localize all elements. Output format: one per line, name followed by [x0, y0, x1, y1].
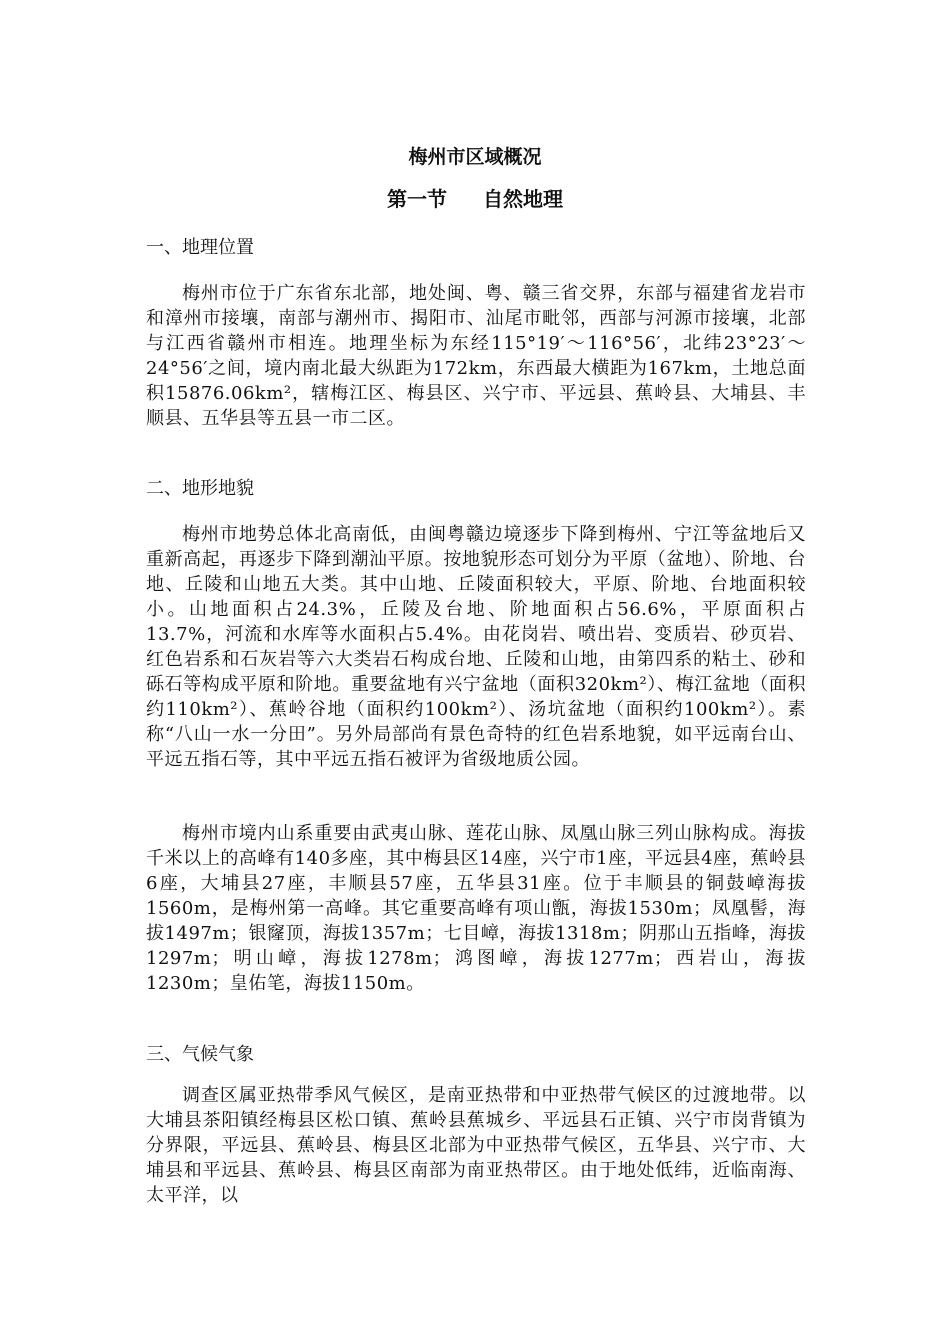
paragraph-location: 梅州市位于广东省东北部，地处闽、粤、赣三省交界，东部与福建省龙岩市和漳州市接壤，南部与潮州市、揭阳市、汕尾市毗邻，西部与河源市接壤，北部与江西省赣州市相连。地理坐标为东经115°19′～116°56′，北纬23°23′～24°56′之间，境内南北最大纵距为172km，东西最大横距为167km，土地总面积15876.06km²，辖梅江区、梅县区、兴宁市、平远县、蕉岭县、大埔县、丰顺县、五华县等五县一市二区。	[146, 283, 806, 429]
paragraph-climate: 调查区属亚热带季风气候区，是南亚热带和中亚热带气候区的过渡地带。以大埔县茶阳镇经梅县区松口镇、蕉岭县蕉城乡、平远县石正镇、兴宁市岗背镇为分界限，平远县、蕉岭县、梅县区北部为中亚热带气候区，五华县、兴宁市、大埔县和平远县、蕉岭县、梅县区南部为南亚热带区。由于地处低纬，近临南海、太平洋，以	[146, 1085, 806, 1206]
document-title: 梅州市区域概况	[408, 146, 542, 168]
heading-location: 一、地理位置	[146, 237, 254, 258]
section-name: 自然地理	[483, 187, 563, 211]
paragraph-terrain: 梅州市地势总体北高南低，由闽粤赣边境逐步下降到梅州、宁江等盆地后又重新高起，再逐步下降到潮汕平原。按地貌形态可划分为平原（盆地）、阶地、台地、丘陵和山地五大类。其中山地、丘陵面积较大，平原、阶地、台地面积较小。山地面积占24.3%，丘陵及台地、阶地面积占56.6%，平原面积占13.7%，河流和水库等水面积占5.4%。由花岗岩、喷出岩、变质岩、砂页岩、红色岩系和石灰岩等六大类岩石构成台地、丘陵和山地，由第四系的粘土、砂和砾石等构成平原和阶地。重要盆地有兴宁盆地（面积320km²）、梅江盆地（面积约110km²）、蕉岭谷地（面积约100km²）、汤坑盆地（面积约100km²）。素称“八山一水一分田”。另外局部尚有景色奇特的红色岩系地貌，如平远南台山、平远五指石等，其中平远五指石被评为省级地质公园。	[146, 524, 806, 770]
heading-terrain: 二、地形地貌	[146, 478, 254, 499]
section-number: 第一节	[387, 187, 447, 211]
paragraph-mountains: 梅州市境内山系重要由武夷山脉、莲花山脉、凤凰山脉三列山脉构成。海拔千米以上的高峰有140多座，其中梅县区14座，兴宁市1座，平远县4座，蕉岭县6座，大埔县27座，丰顺县57座，五华县31座。位于丰顺县的铜鼓嶂海拔1560m，是梅州第一高峰。其它重要高峰有项山甑，海拔1530m；凤凰髻，海拔1497m；银窿顶，海拔1357m；七目嶂，海拔1318m；阴那山五指峰，海拔1297m；明山嶂，海拔1278m；鸿图嶂，海拔1277m；西岩山，海拔1230m；皇佑笔，海拔1150m。	[146, 823, 806, 994]
section-title	[0, 186, 950, 212]
heading-climate: 三、气候气象	[146, 1044, 254, 1065]
